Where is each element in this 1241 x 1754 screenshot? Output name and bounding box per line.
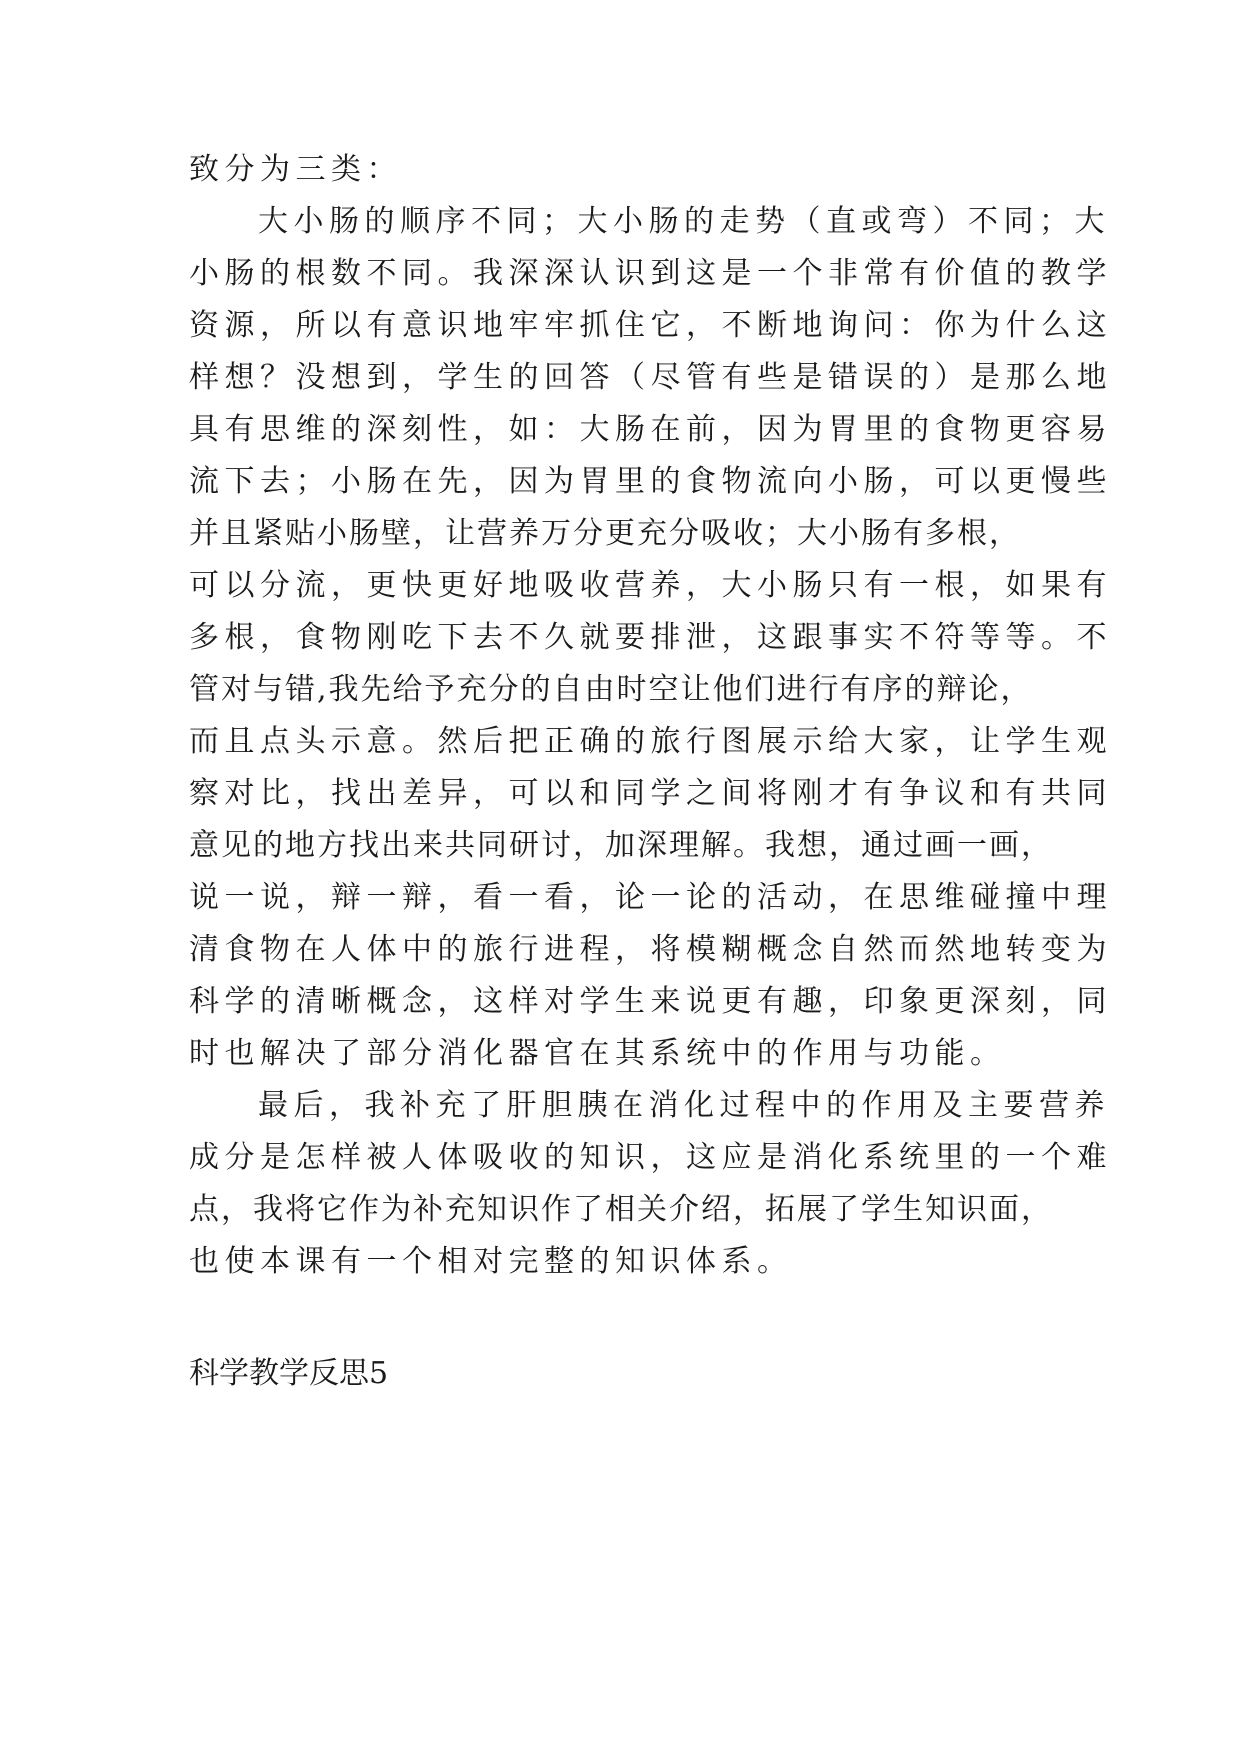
text-line: 也使本课有一个相对完整的知识体系。 [189,1244,793,1279]
text-line: 致分为三类： [189,152,402,187]
text-line: 意见的地方找出来共同研讨，加深理解。我想，通过画一画， [189,828,1053,863]
text-line: 点，我将它作为补充知识作了相关介绍，拓展了学生知识面， [189,1192,1053,1227]
text-line: 并且紧贴小肠壁，让营养万分更充分吸收；大小肠有多根， [189,516,1021,551]
text-line: 大小肠的顺序不同；大小肠的走势（直或弯）不同；大 [258,204,1110,239]
text-line: 具有思维的深刻性，如：大肠在前，因为胃里的食物更容易 [189,412,1112,447]
text-line: 管对与错,我先给予充分的自由时空让他们进行有序的辩论， [189,672,1033,707]
text-line: 样想？没想到，学生的回答（尽管有些是错误的）是那么地 [189,360,1112,395]
text-line: 多根，食物刚吃下去不久就要排泄，这跟事实不符等等。不 [189,620,1112,655]
text-line: 而且点头示意。然后把正确的旅行图展示给大家，让学生观 [189,724,1112,759]
text-line: 最后，我补充了肝胆胰在消化过程中的作用及主要营养 [258,1088,1110,1123]
text-line: 可以分流，更快更好地吸收营养，大小肠只有一根，如果有 [189,568,1112,603]
text-line: 说一说，辩一辩，看一看，论一论的活动，在思维碰撞中理 [189,880,1112,915]
text-line: 流下去；小肠在先，因为胃里的食物流向小肠，可以更慢些 [189,464,1112,499]
text-line: 清食物在人体中的旅行进程，将模糊概念自然而然地转变为 [189,932,1112,967]
text-line: 科学的清晰概念，这样对学生来说更有趣，印象更深刻，同 [189,984,1112,1019]
section-heading: 科学教学反思5 [189,1356,389,1391]
text-line: 时也解决了部分消化器官在其系统中的作用与功能。 [189,1036,1006,1071]
text-line: 成分是怎样被人体吸收的知识，这应是消化系统里的一个难 [189,1140,1112,1175]
text-line: 察对比，找出差异，可以和同学之间将刚才有争议和有共同 [189,776,1112,811]
text-line: 小肠的根数不同。我深深认识到这是一个非常有价值的教学 [189,256,1112,291]
text-line: 资源，所以有意识地牢牢抓住它，不断地询问：你为什么这 [189,308,1112,343]
